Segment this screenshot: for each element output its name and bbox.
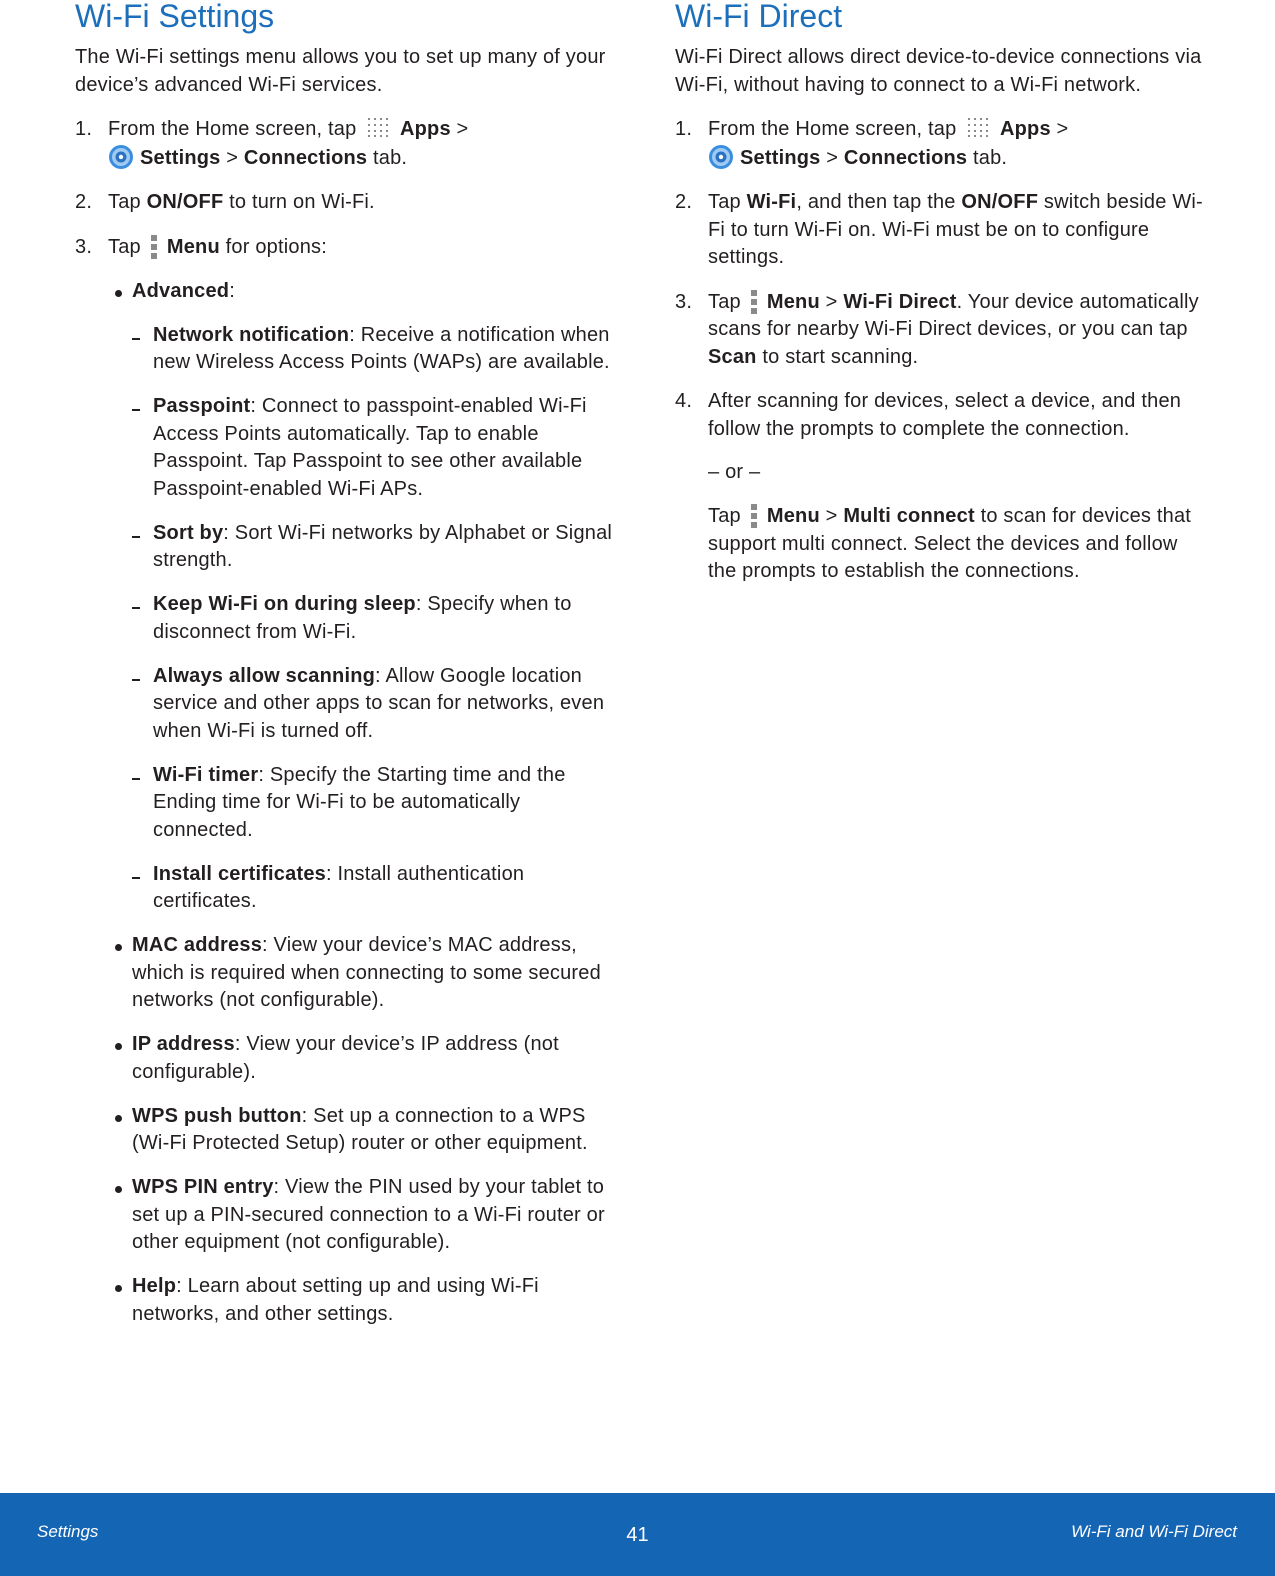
page-footer <box>0 1493 1275 1576</box>
step-text: Tap <box>708 505 741 527</box>
option-desc: : Allow Google location service and other apps to scan for networks, even when Wi-Fi is turned off. <box>153 664 605 742</box>
option-name: Always allow scanning <box>153 664 376 687</box>
option-desc: : View the PIN used by your tablet to set up a PIN-secured connection to a Wi-Fi router or other equipment (not configurable). <box>132 1176 605 1253</box>
option-desc: : Learn about setting up and using Wi-Fi networks, and other settings. <box>132 1275 539 1325</box>
step-item <box>675 388 1205 586</box>
or-separator: – or – <box>708 461 761 483</box>
list-item <box>108 1031 615 1086</box>
settings-gear-icon <box>108 144 134 170</box>
scan-label: Scan <box>708 345 757 368</box>
separator: > <box>825 505 838 527</box>
footer-chapter-label: Wi-Fi and Wi-Fi Direct <box>1071 1522 1237 1541</box>
list-item <box>132 322 615 377</box>
list-item <box>132 520 615 575</box>
step-text: Tap <box>708 191 741 213</box>
step-text: tab. <box>973 146 1008 169</box>
step-item <box>675 116 1205 172</box>
list-item <box>108 1174 615 1257</box>
menu-label: Menu <box>766 290 820 313</box>
menu-kebab-icon <box>149 234 159 260</box>
on-off-label: ON/OFF <box>146 191 224 213</box>
step-item <box>75 116 615 172</box>
option-name: MAC address <box>132 934 263 956</box>
option-name: Passpoint <box>153 395 251 417</box>
step-text: Tap <box>708 290 741 313</box>
list-item <box>108 1103 615 1158</box>
option-desc: : Sort Wi-Fi networks by Alphabet or Signal strength. <box>153 521 613 571</box>
menu-kebab-icon <box>749 289 759 315</box>
section-title-wifi-settings: Wi-Fi Settings <box>75 0 275 34</box>
step-number: 1. <box>675 118 693 140</box>
advanced-label: Advanced <box>132 279 230 302</box>
page-number: 41 <box>626 1524 649 1546</box>
left-column <box>75 0 615 1328</box>
menu-label: Menu <box>166 235 220 258</box>
option-desc: : Set up a connection to a WPS (Wi-Fi Protected Setup) router or other equipment. <box>132 1104 588 1154</box>
option-name: Network notification <box>153 323 350 346</box>
option-name: Install certificates <box>153 862 326 885</box>
separator: > <box>226 146 239 169</box>
step-text: , and then tap the <box>796 191 956 213</box>
alternate-instruction <box>708 503 1205 586</box>
option-name: IP address <box>132 1033 235 1055</box>
settings-label: Settings <box>740 146 821 169</box>
on-off-label: ON/OFF <box>961 191 1039 213</box>
list-item <box>132 663 615 746</box>
apps-label: Apps <box>399 118 451 140</box>
step-number: 1. <box>75 118 93 140</box>
footer-section-label: Settings <box>37 1522 99 1541</box>
step-text: From the Home screen, tap <box>708 118 957 140</box>
separator: > <box>826 146 839 169</box>
advanced-options-list <box>132 322 615 916</box>
step-text: After scanning for devices, select a device, and then follow the prompts to complete the connection. <box>708 390 1182 440</box>
option-desc: : Specify when to disconnect from Wi-Fi. <box>153 593 572 643</box>
option-name: Keep Wi-Fi on during sleep <box>153 593 416 615</box>
separator: > <box>1056 118 1069 140</box>
step-text: to scan for devices that support multi connect. Select the devices and follow the prompts to establish the connections. <box>708 505 1192 582</box>
step-item <box>675 189 1205 272</box>
wifi-settings-steps <box>75 116 615 1328</box>
option-name: Wi-Fi timer <box>153 763 259 786</box>
colon: : <box>229 279 235 302</box>
option-desc: : Receive a notification when new Wireless Access Points (WAPs) are available. <box>153 323 610 373</box>
right-column <box>675 0 1205 586</box>
settings-label: Settings <box>140 146 221 169</box>
option-name: WPS PIN entry <box>132 1176 274 1198</box>
step-text: switch beside Wi-Fi to turn Wi-Fi on. Wi-Fi must be on to configure settings. <box>708 191 1203 268</box>
step-number: 3. <box>75 235 93 258</box>
list-item <box>132 591 615 646</box>
step-text: for options: <box>225 235 328 258</box>
option-name: Sort by <box>153 521 224 544</box>
step-item <box>675 289 1205 372</box>
step-text: to start scanning. <box>762 345 919 368</box>
option-name: WPS push button <box>132 1104 302 1127</box>
step-text: to turn on Wi-Fi. <box>229 191 375 213</box>
step-text: . Your device automatically scans for nearby Wi-Fi Direct devices, or you can tap <box>708 290 1199 340</box>
option-name: Help <box>132 1275 177 1297</box>
option-desc: : Install authentication certificates. <box>153 862 525 912</box>
step-number: 4. <box>675 390 693 412</box>
step-item <box>75 234 615 1329</box>
menu-kebab-icon <box>749 503 759 529</box>
list-item <box>108 1273 615 1328</box>
step-text: From the Home screen, tap <box>108 118 357 140</box>
list-item <box>108 278 615 916</box>
apps-grid-icon <box>965 116 991 138</box>
separator: > <box>456 118 469 140</box>
list-item <box>108 932 615 1015</box>
multi-connect-label: Multi connect <box>843 505 975 527</box>
step-text: Tap <box>108 235 141 258</box>
wifi-direct-steps <box>675 116 1205 586</box>
wifi-direct-intro: Wi-Fi Direct allows direct device-to-device connections via Wi-Fi, without having to connect to a Wi-Fi network. <box>675 46 1202 96</box>
list-item <box>132 762 615 845</box>
option-desc: : View your device’s IP address (not configurable). <box>132 1033 559 1083</box>
option-desc: : Specify the Starting time and the Ending time for Wi-Fi to be automatically connected. <box>153 763 566 841</box>
connections-label: Connections <box>243 146 368 169</box>
option-desc: : Connect to passpoint-enabled Wi-Fi Access Points automatically. Tap to enable Passpoint. Tap Passpoint to see other available Passpoint-enabled Wi-Fi APs. <box>153 395 587 500</box>
section-title-wifi-direct: Wi-Fi Direct <box>675 0 843 34</box>
list-item <box>132 861 615 916</box>
apps-grid-icon <box>365 116 391 138</box>
options-list <box>108 278 615 1329</box>
apps-label: Apps <box>999 118 1051 140</box>
step-item <box>75 189 615 217</box>
separator: > <box>825 290 838 313</box>
step-number: 2. <box>75 191 93 213</box>
step-number: 3. <box>675 290 693 313</box>
menu-label: Menu <box>766 505 820 527</box>
wifi-direct-label: Wi-Fi Direct <box>843 290 957 313</box>
step-number: 2. <box>675 191 693 213</box>
wifi-label: Wi-Fi <box>746 191 797 213</box>
connections-label: Connections <box>843 146 968 169</box>
option-desc: : View your device’s MAC address, which is required when connecting to some secured networks (not configurable). <box>132 934 601 1011</box>
wifi-settings-intro: The Wi-Fi settings menu allows you to set up many of your device’s advanced Wi-Fi services. <box>75 46 606 96</box>
step-text: tab. <box>373 146 408 169</box>
step-text: Tap <box>108 191 141 213</box>
list-item <box>132 393 615 503</box>
settings-gear-icon <box>708 144 734 170</box>
